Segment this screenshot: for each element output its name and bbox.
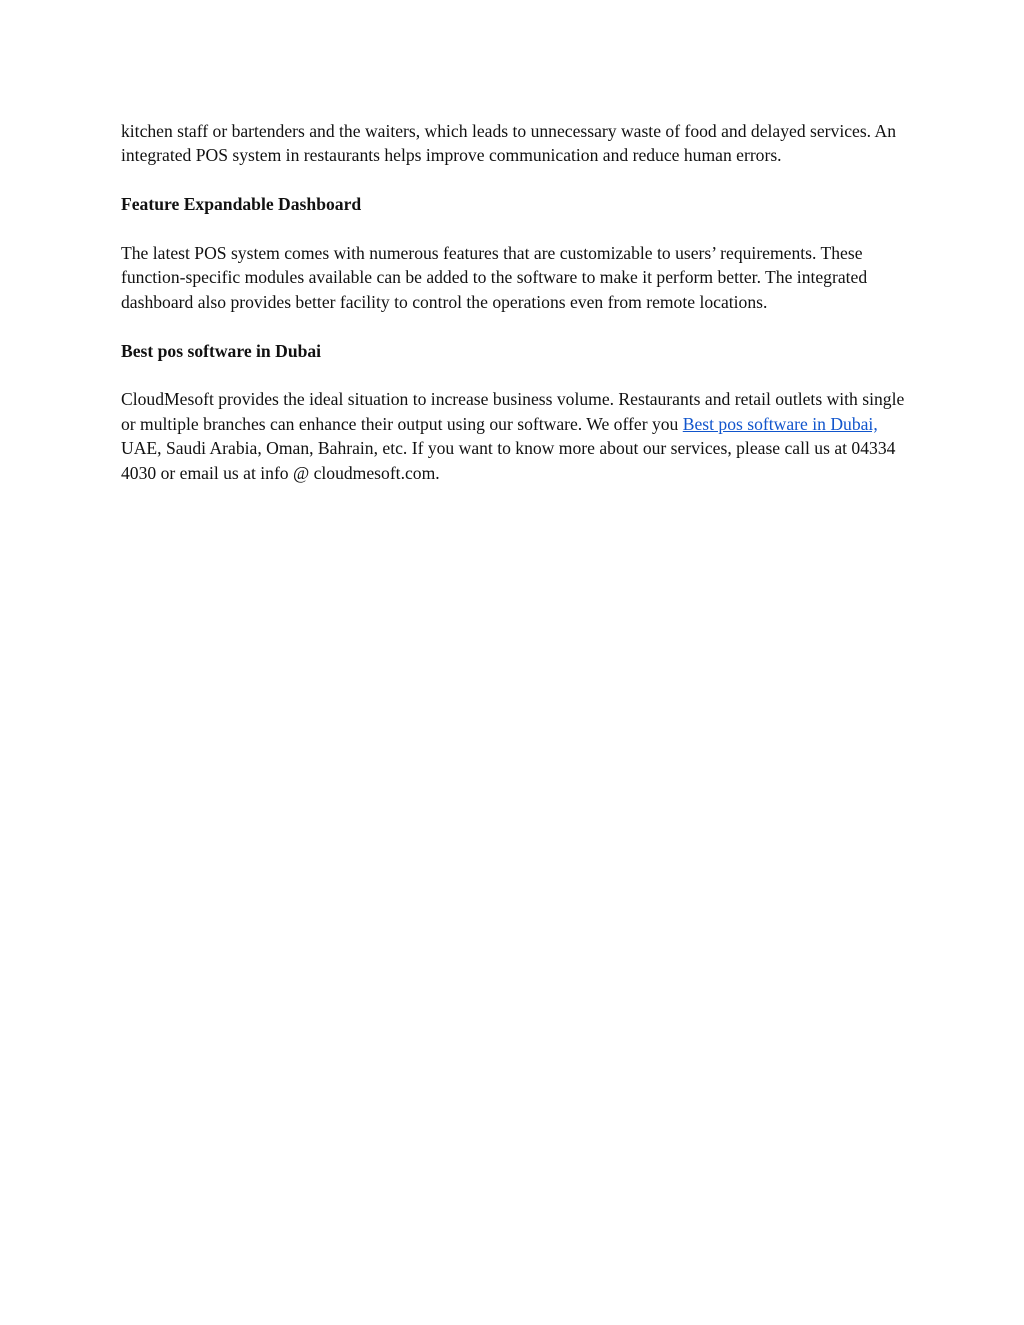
paragraph-dashboard: The latest POS system comes with numerous features that are customizable to users’ requirements. These function-specific modules available can be added to the software to make it perform better. The integrated dashboard also provides better facility to control the operations even from remote locations. bbox=[121, 243, 868, 312]
paragraph-cloudmesoft bbox=[121, 387, 911, 485]
document-page bbox=[121, 119, 911, 509]
paragraph-text-before-link: CloudMesoft provides the ideal situation to increase business volume. Restaurants and retail outlets with single or multiple branches can enhance their output using our software. We offer you bbox=[121, 389, 905, 434]
paragraph-intro: kitchen staff or bartenders and the waiters, which leads to unnecessary waste of food and delayed services. An integrated POS system in restaurants helps improve communication and reduce human errors. bbox=[121, 121, 897, 166]
paragraph-text-after-link: UAE, Saudi Arabia, Oman, Bahrain, etc. If you want to know more about our services, please call us at 04334 4030 or email us at info @ cloudmesoft.com. bbox=[121, 438, 896, 483]
heading-best-pos: Best pos software in Dubai bbox=[121, 340, 322, 361]
heading-feature-dashboard: Feature Expandable Dashboard bbox=[121, 194, 362, 215]
best-pos-software-link[interactable]: Best pos software in Dubai, bbox=[682, 413, 878, 434]
